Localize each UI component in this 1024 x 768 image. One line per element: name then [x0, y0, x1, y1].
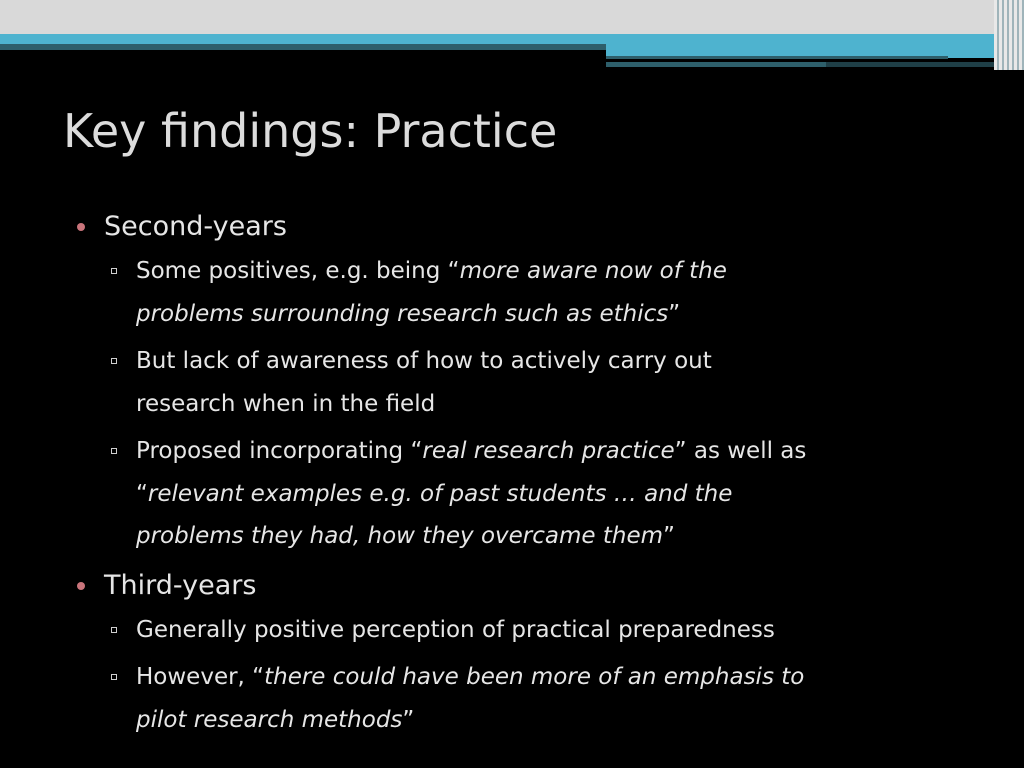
sub-bullet-line [136, 515, 974, 558]
body-text: “ [136, 480, 148, 507]
quote-text: more aware now of the [459, 258, 727, 284]
bullet-dot-icon [77, 582, 85, 590]
bullet-heading-text: Second-years [104, 211, 287, 242]
header-rule [606, 62, 826, 67]
sub-bullet [74, 430, 974, 558]
body-text: ” [663, 523, 675, 549]
sub-bullet-line [136, 430, 974, 473]
slide-title: Key findings: Practice [63, 104, 558, 158]
square-bullet-icon [111, 674, 117, 680]
header-rule [606, 56, 948, 59]
body-text: Generally positive perception of practical preparedness [136, 616, 775, 643]
bullet-list [74, 204, 974, 746]
sub-bullet [74, 340, 974, 425]
quote-text: relevant examples e.g. of past students … and the [147, 480, 733, 507]
square-bullet-icon [111, 358, 117, 364]
header-band-grey [0, 0, 1024, 34]
sub-bullet [74, 609, 974, 652]
header-band-blue [0, 34, 1024, 44]
header-stripes [994, 0, 1024, 70]
bullet-heading [74, 563, 974, 609]
body-text: ” [402, 706, 415, 733]
quote-text: problems they had, how they overcame them [136, 523, 664, 549]
sub-bullet-line [136, 250, 974, 293]
bullet-heading-text: Third-years [104, 569, 257, 601]
quote-text: there could have been more of an emphasis to [264, 664, 805, 690]
square-bullet-icon [111, 268, 117, 274]
sub-bullet-line [136, 383, 974, 426]
sub-bullet-line [136, 340, 974, 383]
sub-bullet-line [136, 293, 974, 336]
quote-text: problems surrounding research such as ethics [136, 300, 669, 327]
sub-bullet-line [136, 656, 974, 699]
sub-bullet [74, 656, 974, 741]
quote-text: pilot research methods [136, 706, 403, 733]
body-text: But lack of awareness of how to actively carry out [136, 348, 712, 374]
body-text: Some positives, e.g. being “ [136, 258, 460, 284]
body-text: Proposed incorporating “ [136, 438, 423, 464]
body-text: research when in the field [136, 390, 436, 417]
sub-bullet-line [136, 473, 974, 516]
sub-bullet-line [136, 609, 974, 652]
header-rule [826, 62, 994, 67]
bullet-heading [74, 204, 974, 250]
body-text: ” as well as [674, 438, 807, 464]
sub-bullet [74, 250, 974, 335]
square-bullet-icon [111, 448, 117, 454]
header-band-dark [0, 44, 606, 50]
sub-bullet-line [136, 699, 974, 742]
body-text: ” [668, 300, 681, 327]
body-text: However, “ [136, 664, 265, 690]
square-bullet-icon [111, 627, 117, 633]
quote-text: real research practice [422, 438, 675, 464]
bullet-dot-icon [77, 223, 85, 231]
